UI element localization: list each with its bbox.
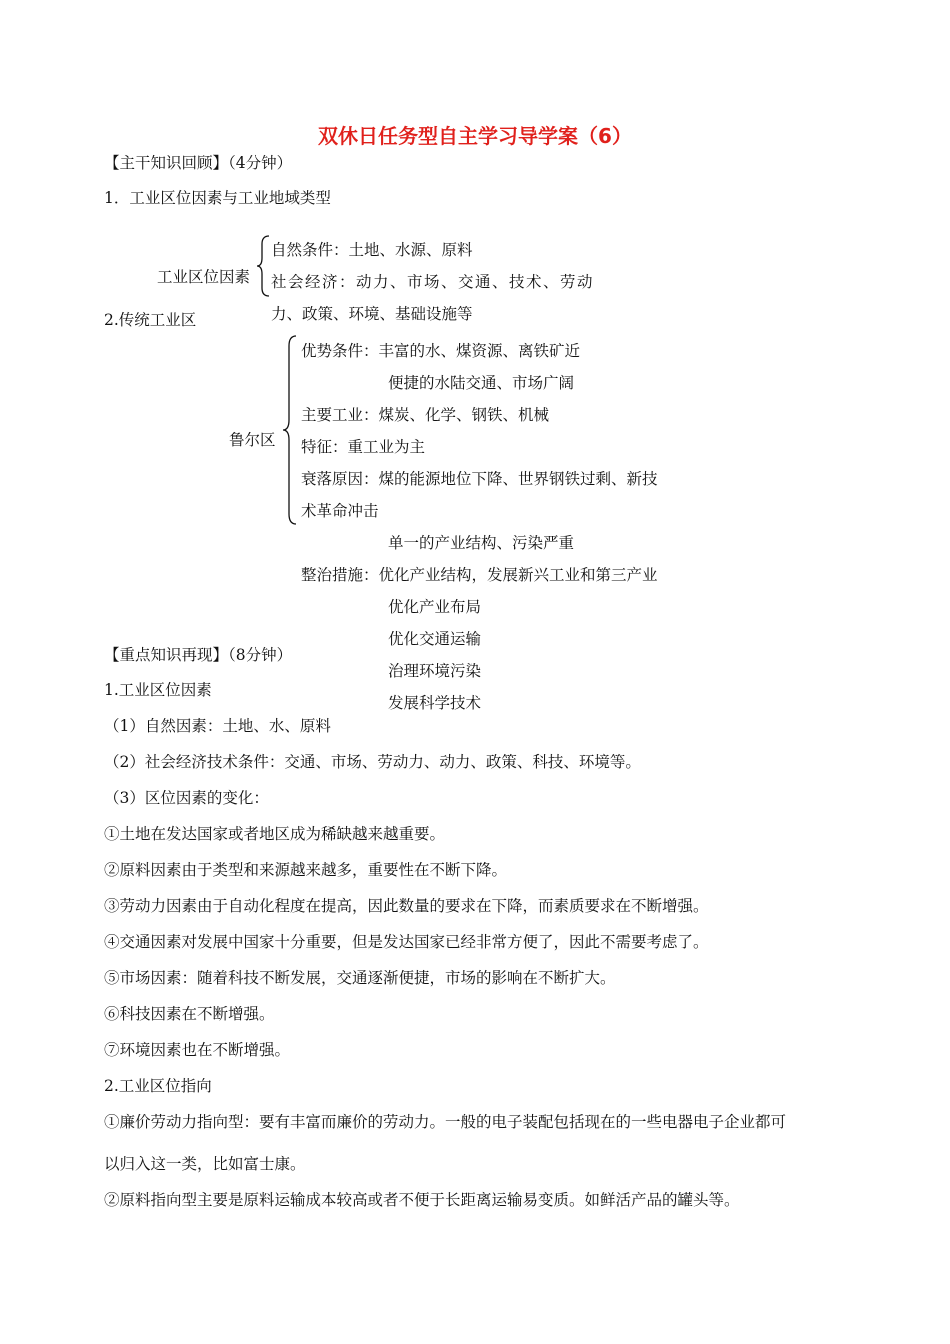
key-item2-heading: 2.工业区位指向 <box>104 1077 212 1095</box>
advantage-line2: 便捷的水陆交通、市场广阔 <box>388 374 575 392</box>
section-heading-key: 【重点知识再现】（8分钟） <box>104 646 293 664</box>
brace-label-ruhr: 鲁尔区 <box>229 431 276 449</box>
brace-ruhr <box>281 334 301 526</box>
measure-transport: 优化交通运输 <box>388 630 482 648</box>
social-factor: （2）社会经济技术条件：交通、市场、劳动力、动力、政策、科技、环境等。 <box>104 753 641 771</box>
section-heading-review: 【主干知识回顾】（4分钟） <box>104 154 293 172</box>
change-item: ③劳动力因素由于自动化程度在提高，因此数量的要求在下降，而素质要求在不断增强。 <box>104 897 709 915</box>
social-economic-line2: 力、政策、环境、基础设施等 <box>271 305 473 323</box>
page-title: 双休日任务型自主学习导学案（6） <box>318 124 632 148</box>
change-item: ⑥科技因素在不断增强。 <box>104 1005 275 1023</box>
orientation1-line2: 以归入这一类，比如富士康。 <box>104 1155 306 1173</box>
natural-conditions: 自然条件：土地、水源、原料 <box>271 241 473 259</box>
change-item: ④交通因素对发展中国家十分重要，但是发达国家已经非常方便了，因此不需要考虑了。 <box>104 933 709 951</box>
measure-layout: 优化产业布局 <box>388 598 482 616</box>
decline-line3: 单一的产业结构、污染严重 <box>388 534 575 552</box>
orientation1-line1: ①廉价劳动力指向型：要有丰富而廉价的劳动力。一般的电子装配包括现在的一些电器电子企业都可 <box>104 1113 787 1131</box>
key-item1-heading: 1.工业区位因素 <box>104 681 212 699</box>
measure-environment: 治理环境污染 <box>388 662 482 680</box>
change-item: ⑤市场因素：随着科技不断发展，交通逐渐便捷，市场的影响在不断扩大。 <box>104 969 616 987</box>
main-industry: 主要工业：煤炭、化学、钢铁、机械 <box>301 406 550 424</box>
change-item: ①土地在发达国家或者地区成为稀缺越来越重要。 <box>104 825 446 843</box>
social-economic-line1: 社会经济：动力、市场、交通、技术、劳动 <box>271 273 595 291</box>
change-item: ⑦环境因素也在不断增强。 <box>104 1041 291 1059</box>
item2-heading: 2.传统工业区 <box>104 311 197 329</box>
item1-heading: 1．工业区位因素与工业地域类型 <box>104 189 331 207</box>
brace-label-industrial-location: 工业区位因素 <box>157 268 251 286</box>
feature: 特征：重工业为主 <box>301 438 426 456</box>
measures-line: 整治措施：优化产业结构，发展新兴工业和第三产业 <box>301 566 658 584</box>
change-item: ②原料因素由于类型和来源越来越多，重要性在不断下降。 <box>104 861 508 879</box>
advantage-line1: 优势条件：丰富的水、煤资源、离铁矿近 <box>301 342 581 360</box>
change-heading: （3）区位因素的变化： <box>104 789 269 807</box>
decline-line2: 术革命冲击 <box>301 502 379 520</box>
natural-factor: （1）自然因素：土地、水、原料 <box>104 717 331 735</box>
decline-line1: 衰落原因：煤的能源地位下降、世界钢铁过剩、新技 <box>301 470 658 488</box>
measure-technology: 发展科学技术 <box>388 694 482 712</box>
orientation2: ②原料指向型主要是原料运输成本较高或者不便于长距离运输易变质。如鲜活产品的罐头等。 <box>104 1191 740 1209</box>
